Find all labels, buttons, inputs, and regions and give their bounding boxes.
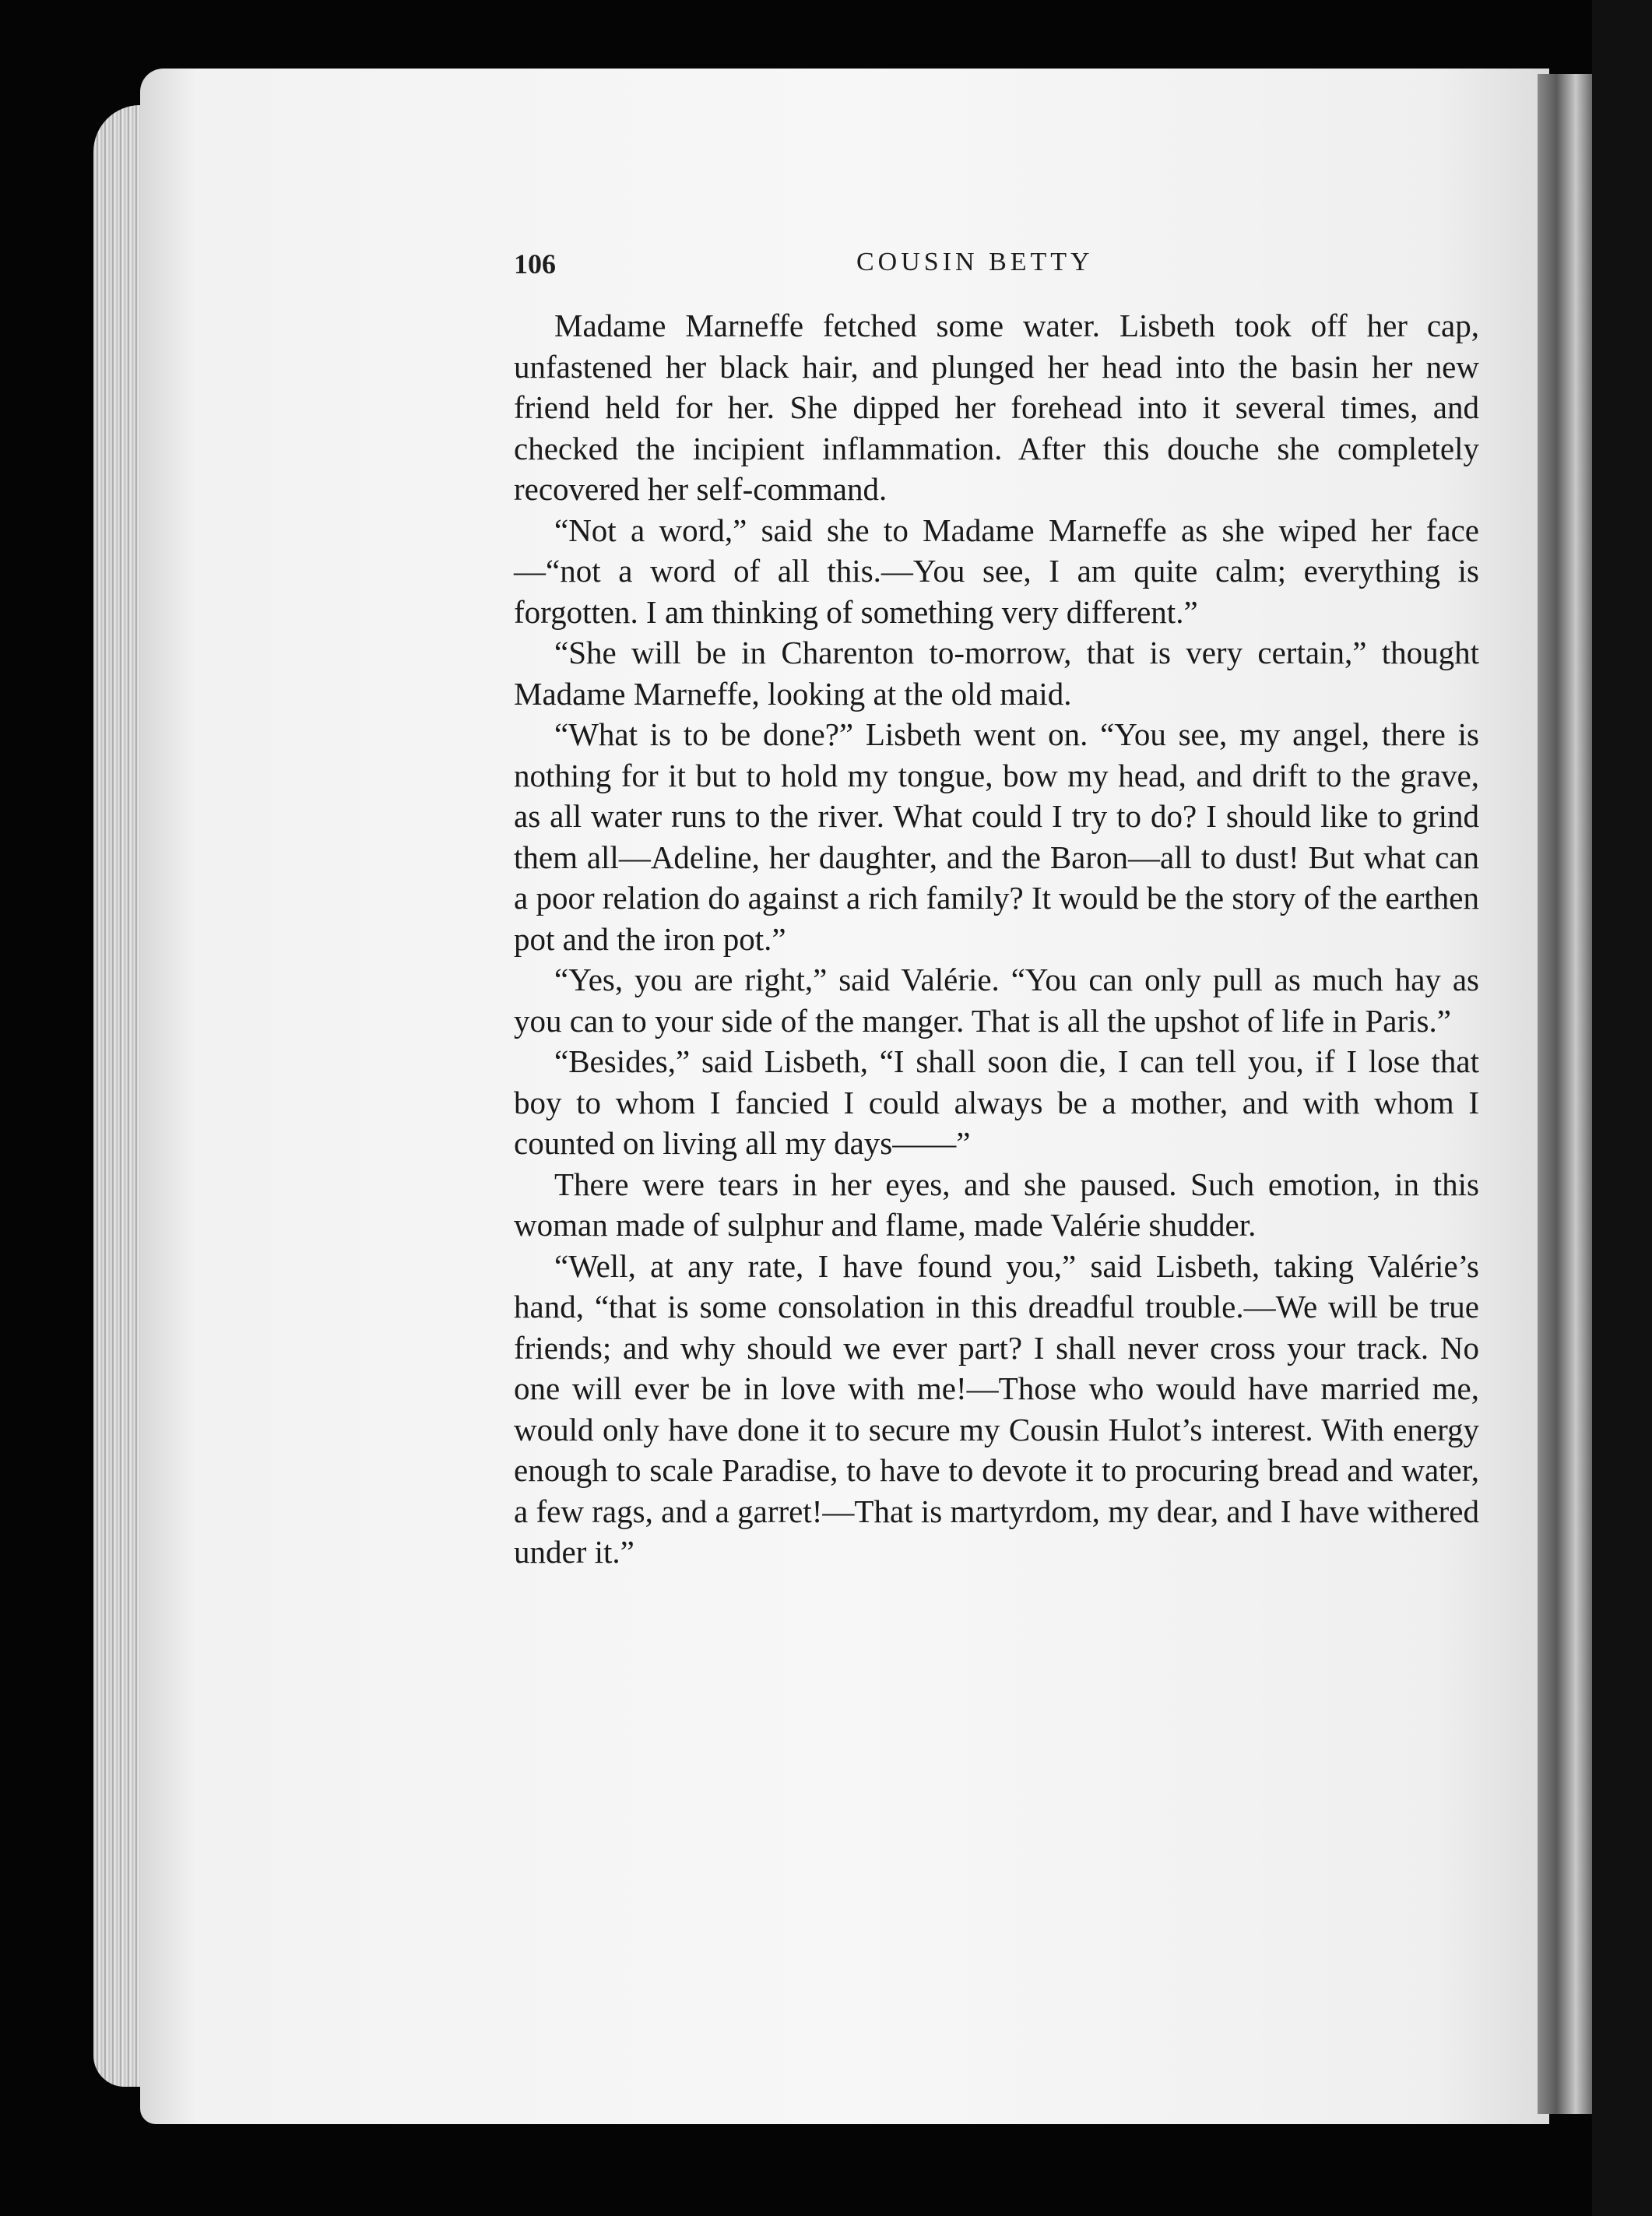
- body-text: [514, 305, 1479, 1573]
- paragraph: “What is to be done?” Lisbeth went on. “You see, my angel, there is nothing for it but to hold my tongue, bow my head, and drift to the grave, as all water runs to the river. What could I try to do? I should like to grind them all—Adeline, her daughter, and the Baron—all to dust! But what can a poor relation do against a rich family? It would be the story of the earthen pot and the iron pot.”: [514, 716, 1479, 957]
- paragraph: “She will be in Charenton to-morrow, that is very certain,” thought Madame Marneffe, looking at the old maid.: [514, 635, 1479, 712]
- scan-background: [1592, 0, 1652, 2216]
- paragraph: Madame Marneffe fetched some water. Lisbeth took off her cap, unfastened her black hair, and plunged her head into the basin her new friend held for her. She dipped her forehead into it several times, and checked the incipient inflammation. After this douche she completely recovered her self-command.: [514, 308, 1479, 507]
- running-title: COUSIN BETTY: [856, 248, 1094, 276]
- paragraph: “Well, at any rate, I have found you,” said Lisbeth, taking Valérie’s hand, “that is some consolation in this dreadful trouble.—We will be true friends; and why should we ever part? I shall never cross your track. No one will ever be in love with me!—Those who would have married me, would only have done it to secure my Cousin Hulot’s interest. With energy enough to scale Paradise, to have to devote it to procuring bread and water, a few rags, and a garret!—That is martyrdom, my dear, and I have withered under it.”: [514, 1247, 1479, 1570]
- page-number: 106: [514, 248, 556, 280]
- paragraph: There were tears in her eyes, and she paused. Such emotion, in this woman made of sulphur and flame, made Valérie shudder.: [514, 1166, 1479, 1243]
- paragraph: “Yes, you are right,” said Valérie. “You can only pull as much hay as you can to your side of the manger. That is all the upshot of life in Paris.”: [514, 962, 1479, 1039]
- book-gutter: [1538, 74, 1592, 2114]
- paragraph: “Besides,” said Lisbeth, “I shall soon die, I can tell you, if I lose that boy to whom I fancied I could always be a mother, and with whom I counted on living all my days——”: [514, 1043, 1479, 1161]
- paragraph: “Not a word,” said she to Madame Marneffe as she wiped her face—“not a word of all this.—You see, I am quite calm; everything is forgotten. I am thinking of something very different.”: [514, 512, 1479, 630]
- page-header: [514, 248, 1479, 287]
